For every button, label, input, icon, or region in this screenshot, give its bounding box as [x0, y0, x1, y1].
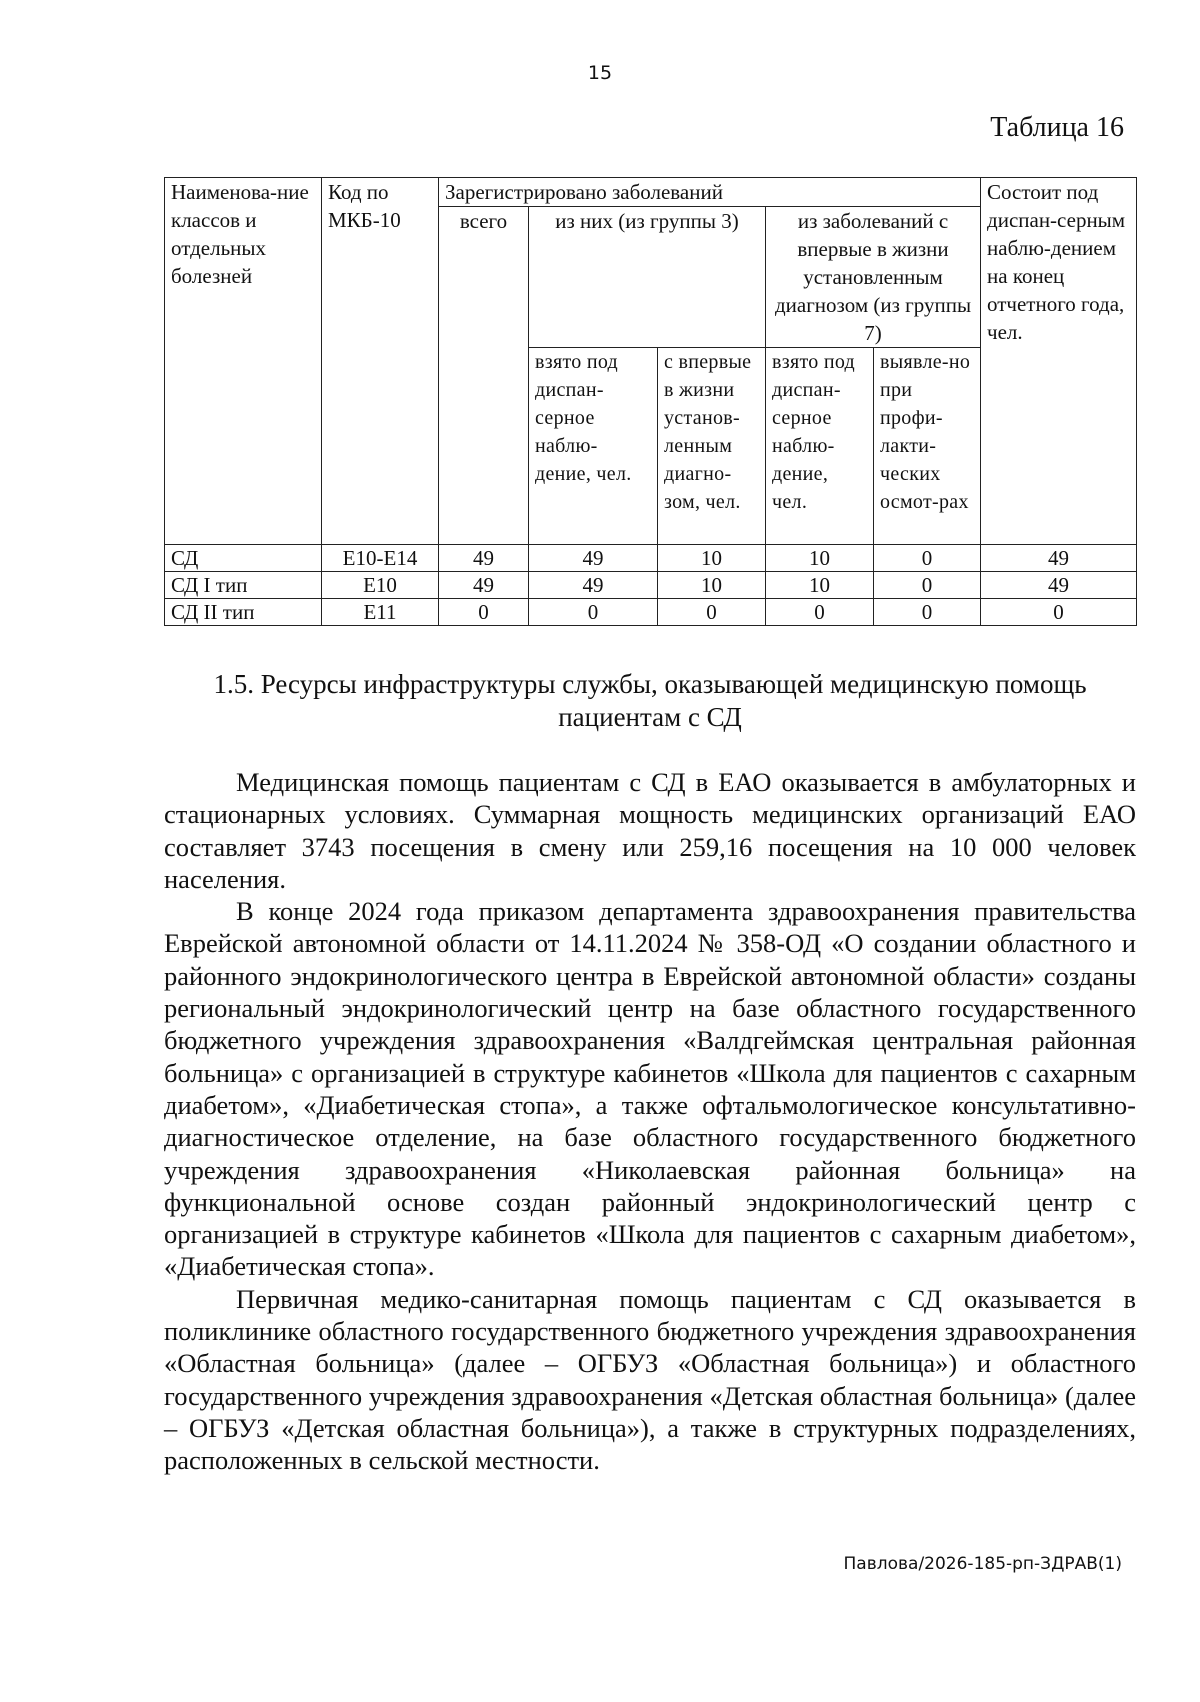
paragraph: Медицинская помощь пациентам с СД в ЕАО оказывается в амбулаторных и стационарных условиях. Суммарная мощность медицинских организаций ЕАО составляет 3743 посещения в смену или 259,16 посещения на 10 000 человек населения. [164, 767, 1136, 894]
row-code: E10-E14 [322, 545, 439, 572]
row-taken: 0 [529, 599, 658, 626]
body-text [164, 766, 1136, 1477]
header-registered: Зарегистрировано заболеваний [439, 178, 981, 207]
row-dispensary: 49 [981, 545, 1137, 572]
row-taken-new: 10 [766, 545, 874, 572]
row-name: СД II тип [165, 599, 322, 626]
row-taken-new: 10 [766, 572, 874, 599]
header-icd-code: Код по МКБ-10 [322, 178, 439, 545]
row-detected: 0 [874, 572, 981, 599]
section-heading: 1.5. Ресурсы инфраструктуры службы, оказывающей медицинскую помощь пациентам с СД [213, 669, 1087, 732]
table-row [165, 572, 1137, 599]
row-taken-new: 0 [766, 599, 874, 626]
header-dispensary-end-of-year: Состоит под диспан-серным наблю-дением на конец отчетного года, чел. [981, 178, 1137, 545]
table-row [165, 599, 1137, 626]
row-total: 0 [439, 599, 529, 626]
paragraph: Первичная медико-санитарная помощь пациентам с СД оказывается в поликлинике областного государственного бюджетного учреждения здравоохранения «Областная больница» (далее – ОГБУЗ «Областная больница») и областного государственного учреждения здравоохранения «Детская областная больница» (далее – ОГБУЗ «Детская областная больница»), а также в структурных подразделениях, расположенных в сельской местности. [164, 1283, 1136, 1476]
row-dispensary: 49 [981, 572, 1137, 599]
row-taken: 49 [529, 545, 658, 572]
row-name: СД [165, 545, 322, 572]
statistics-table [164, 177, 1137, 626]
header-detected-preventive: выявле-но при профи-лакти-ческих осмот-рах [874, 348, 981, 545]
header-disease-name: Наименова-ние классов и отдельных болезней [165, 178, 322, 545]
row-code: E10 [322, 572, 439, 599]
header-of-them: из них (из группы 3) [529, 207, 766, 348]
row-first: 10 [658, 545, 766, 572]
row-first: 0 [658, 599, 766, 626]
row-detected: 0 [874, 545, 981, 572]
header-of-new-diagnoses: из заболеваний с впервые в жизни установленным диагнозом (из группы 7) [766, 207, 981, 348]
row-code: E11 [322, 599, 439, 626]
row-detected: 0 [874, 599, 981, 626]
row-total: 49 [439, 572, 529, 599]
document-id: Павлова/2026-185-рп-ЗДРАВ(1) [843, 1554, 1122, 1574]
row-taken: 49 [529, 572, 658, 599]
page-number: 15 [587, 62, 613, 84]
header-total: всего [439, 207, 529, 545]
row-total: 49 [439, 545, 529, 572]
header-taken-dispensary: взято под диспан-серное наблю-дение, чел. [529, 348, 658, 545]
header-taken-dispensary-new: взято под диспан-серное наблю-дение, чел. [766, 348, 874, 545]
table-label: Таблица 16 [990, 112, 1124, 143]
header-first-time-diagnosis: с впервые в жизни установ-ленным диагно-зом, чел. [658, 348, 766, 545]
table-row [165, 545, 1137, 572]
row-first: 10 [658, 572, 766, 599]
paragraph: В конце 2024 года приказом департамента здравоохранения правительства Еврейской автономной области от 14.11.2024 № 358-ОД «О создании областного и районного эндокринологического центра в Еврейской автономной области» созданы региональный эндокринологический центр на базе областного государственного бюджетного учреждения здравоохранения «Валдгеймская центральная районная больница» с организацией в структуре кабинетов «Школа для пациентов с сахарным диабетом», «Диабетическая стопа», а также офтальмологическое консультативно-диагностическое отделение, на базе областного государственного бюджетного учреждения здравоохранения «Николаевская районная больница» на функциональной основе создан районный эндокринологический центр с организацией в структуре кабинетов «Школа для пациентов с сахарным диабетом», «Диабетическая стопа». [164, 896, 1136, 1282]
row-name: СД I тип [165, 572, 322, 599]
row-dispensary: 0 [981, 599, 1137, 626]
